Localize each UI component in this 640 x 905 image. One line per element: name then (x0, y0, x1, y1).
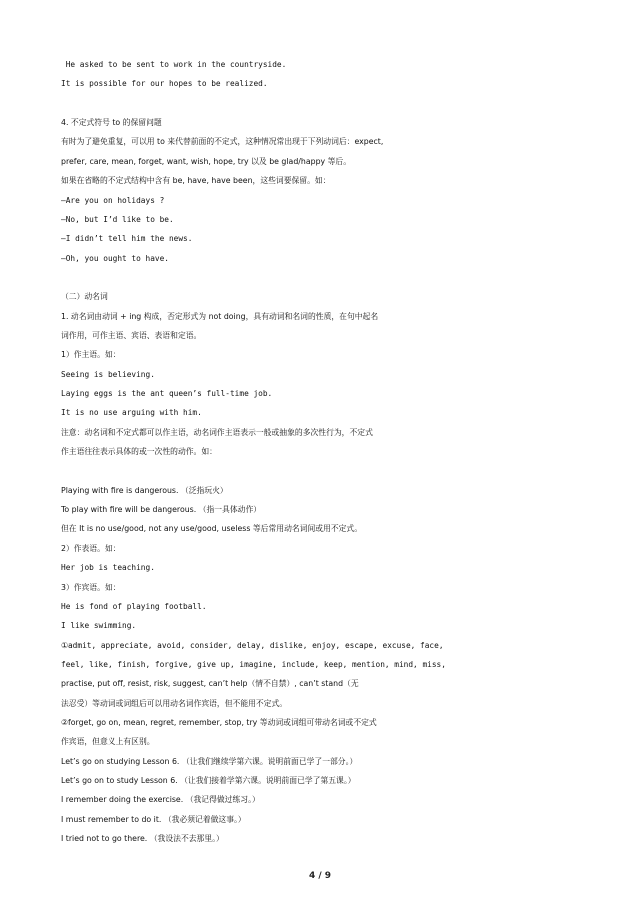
text-line: I like swimming. (61, 621, 137, 631)
page-number: 4 / 9 (308, 871, 332, 881)
text-line: —Are you on holidays ? (61, 195, 165, 205)
text-line: Playing with fire is dangerous. （泛指玩火） (61, 485, 228, 495)
text-line: It is possible for our hopes to be realized. (61, 79, 268, 89)
text-line: Let’s go on studying Lesson 6. （让我们继续学第六课。说明前面已学了一部分。） (61, 756, 358, 766)
text-line: feel, like, finish, forgive, give up, imagine, include, keep, mention, mind, miss, (61, 659, 446, 669)
text-line: 1）作主语。如： (61, 350, 121, 360)
text-line: —Oh, you ought to have. (61, 253, 169, 263)
text-line: （二）动名词 (61, 292, 108, 302)
text-line: prefer, care, mean, forget, want, wish, hope, try 以及 be glad/happy 等后。 (61, 156, 351, 166)
text-line: He is fond of playing football. (61, 601, 207, 611)
text-line: 作宾语，但意义上有区别。 (61, 737, 155, 747)
text-line: I remember doing the exercise. （我记得做过练习。） (61, 795, 260, 805)
text-line: Laying eggs is the ant queen’s full-time job. (61, 389, 273, 398)
text-line: ①admit, appreciate, avoid, consider, delay, dislike, enjoy, escape, excuse, face, (61, 640, 444, 650)
text-line: Let’s go on to study Lesson 6. （让我们接着学第六课。说明前面已学了第五课。） (61, 776, 356, 785)
text-line: 词作用，可作主语、宾语、表语和定语。 (61, 330, 202, 340)
text-line: He asked to be sent to work in the countryside. (61, 60, 287, 69)
text-line: 2）作表语。如： (61, 543, 121, 553)
text-line: I tried not to go there. （我设法不去那里。） (61, 834, 224, 843)
text-line: 3）作宾语。如： (61, 582, 121, 592)
text-line: —I didn’t tell him the news. (61, 234, 193, 244)
text-line: practise, put off, resist, risk, suggest, can’t help（情不自禁）, can’t stand（无 (61, 679, 359, 689)
text-line: To play with fire will be dangerous. （指一具体动作） (61, 505, 262, 515)
text-line: 注意：动名词和不定式都可以作主语，动名词作主语表示一般或抽象的多次性行为，不定式 (61, 427, 373, 437)
text-line: Seeing is believing. (61, 369, 155, 379)
text-line: 4. 不定式符号 to 的保留问题 (61, 118, 162, 128)
text-line: 如果在省略的不定式结构中含有 be, have, have been，这些词要保留。如： (61, 176, 331, 186)
text-line: —No, but I’d like to be. (61, 214, 174, 224)
text-line: 有时为了避免重复，可以用 to 来代替前面的不定式，这种情况常出现于下列动词后：expect, (61, 137, 384, 147)
text-line: It is no use arguing with him. (61, 408, 202, 418)
text-line: 1. 动名词由动词 + ing 构成，否定形式为 not doing，具有动词和名词的性质，在句中起名 (61, 311, 379, 321)
text-line: 作主语往往表示具体的或一次性的动作。如： (61, 447, 217, 456)
text-line: 法忍受）等动词或词组后可以用动名词作宾语，但不能用不定式。 (61, 698, 288, 708)
text-line: 但在 It is no use/good, not any use/good, useless 等后常用动名词间或用不定式。 (61, 524, 363, 534)
text-line: Her job is teaching. (61, 563, 155, 573)
text-line: I must remember to do it. （我必须记着做这事。） (61, 814, 246, 824)
text-line: ②forget, go on, mean, regret, remember, stop, try 等动词或词组可带动名词或不定式 (61, 717, 377, 727)
